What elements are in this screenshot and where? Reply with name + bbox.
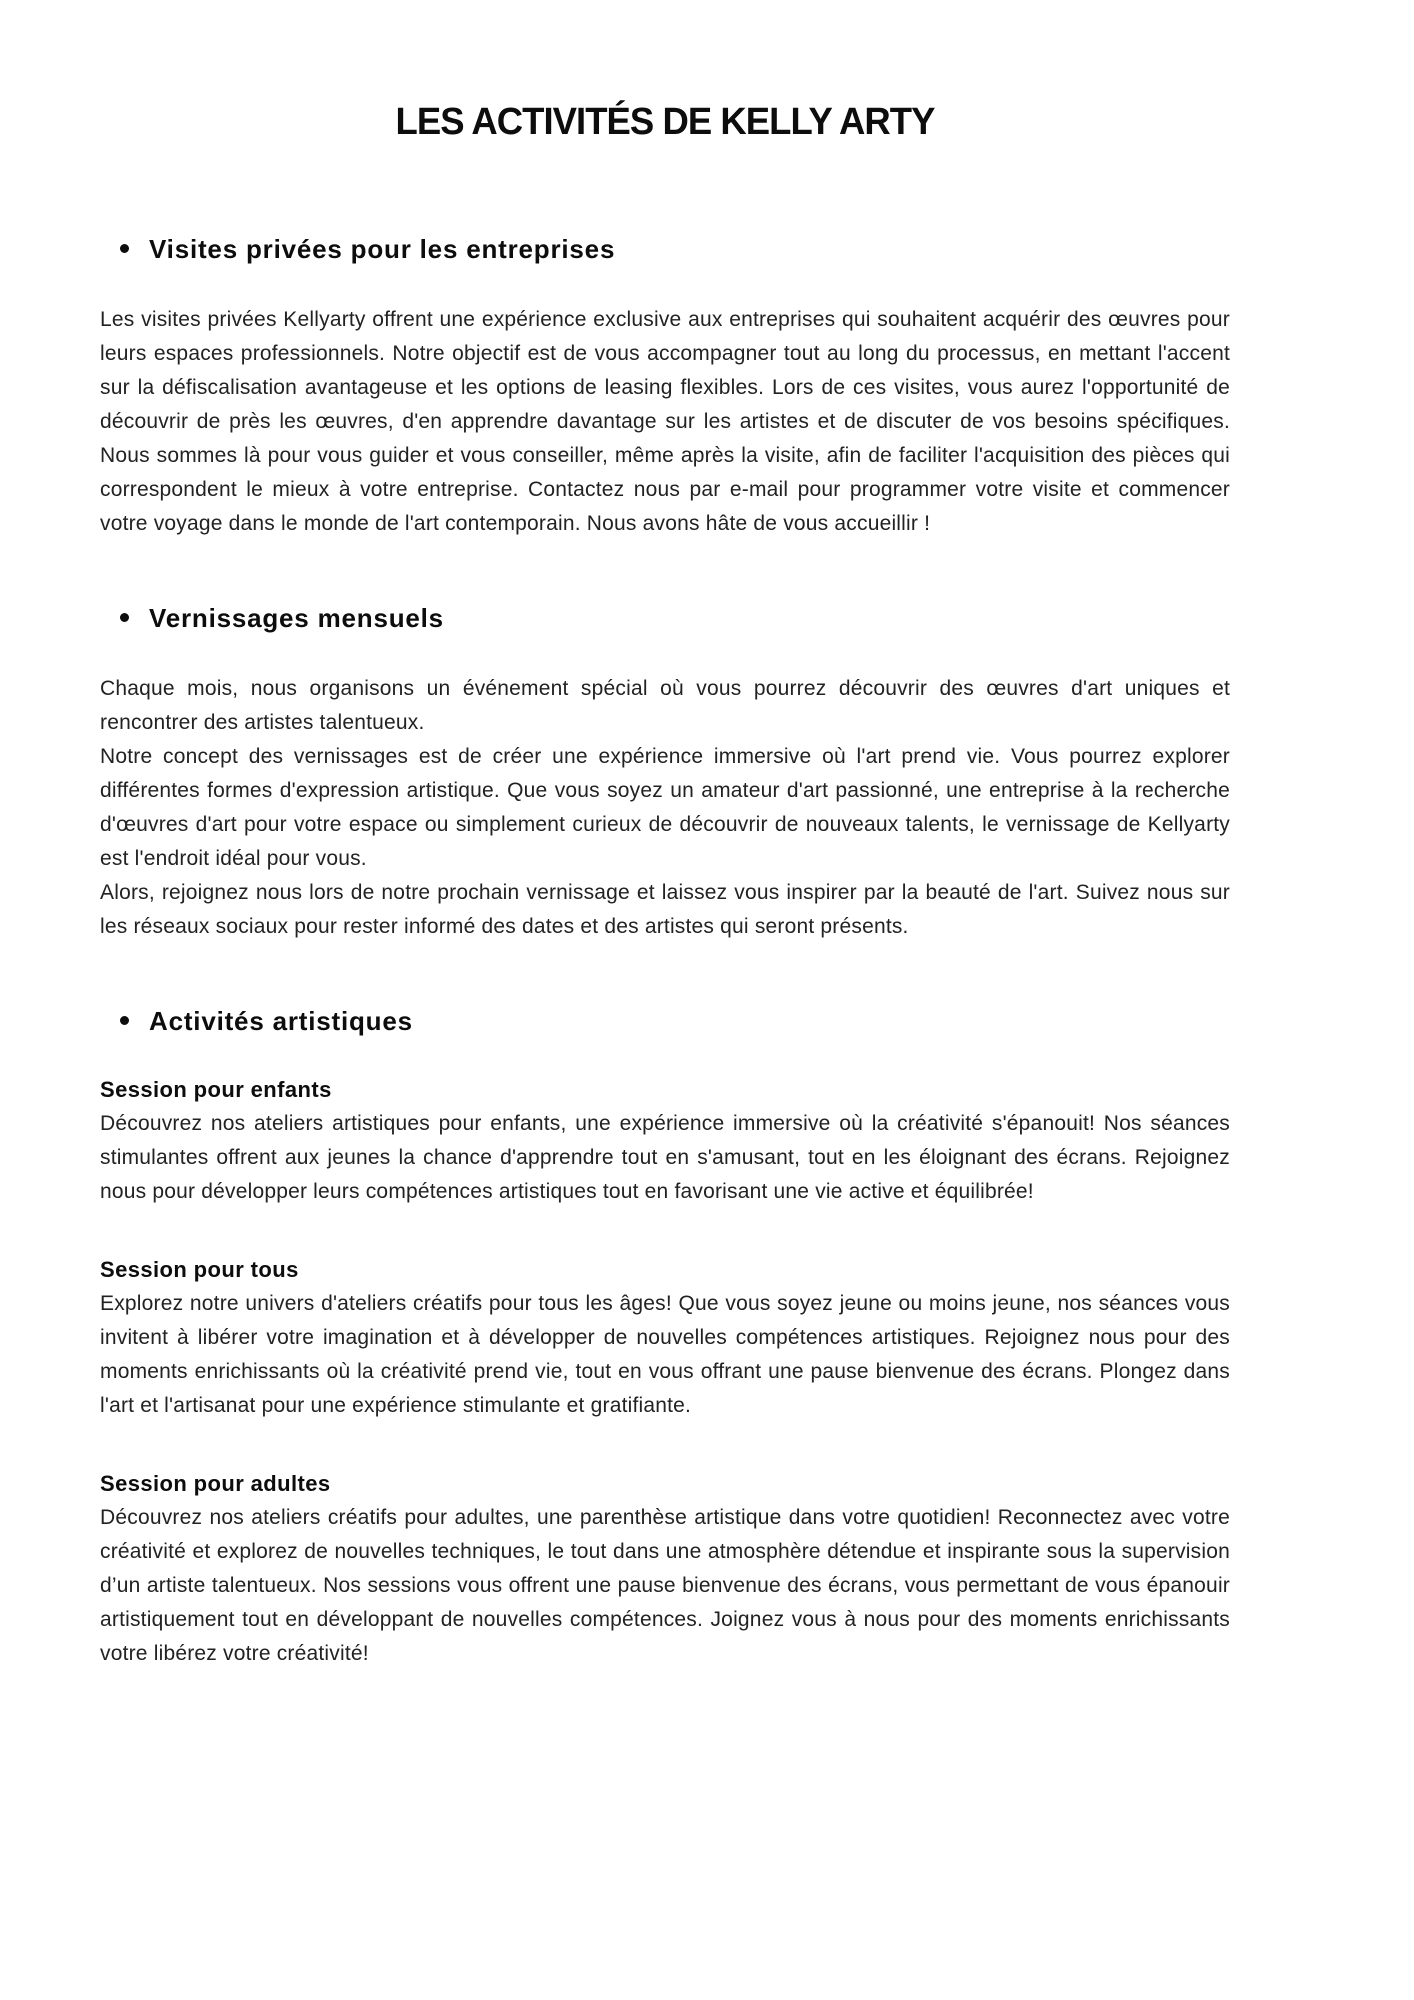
section-activites-artistiques	[100, 1006, 1230, 1671]
paragraph-vernissages-intro: Chaque mois, nous organisons un événement spécial où vous pourrez découvrir des œuvres d'art uniques et rencontrer des artistes talentueux.	[100, 676, 1230, 734]
subsection-session-adultes	[100, 1469, 1230, 1671]
section-heading-visites	[120, 234, 1230, 265]
subsection-session-enfants	[100, 1075, 1230, 1209]
subsection-heading-tous: Session pour tous	[100, 1257, 299, 1283]
paragraph-vernissages-concept: Notre concept des vernissages est de créer une expérience immersive où l'art prend vie. Vous pourrez explorer différentes formes d'expression artistique. Que vous soyez un amateur d'art passionné, une entreprise à la recherche d'œuvres d'art pour votre espace ou simplement curieux de découvrir de nouveaux talents, le vernissage de Kellyarty est l'endroit idéal pour vous.	[100, 744, 1230, 870]
section-heading-text: Activités artistiques	[149, 1005, 413, 1036]
paragraph-vernissages-appel: Alors, rejoignez nous lors de notre prochain vernissage et laissez vous inspirer par la beauté de l'art. Suivez nous sur les réseaux sociaux pour rester informé des dates et des artistes qui seront présents.	[100, 880, 1230, 938]
section-heading-activites	[120, 1006, 1230, 1037]
subsection-heading-adultes: Session pour adultes	[100, 1471, 331, 1497]
subsection-heading-enfants: Session pour enfants	[100, 1077, 332, 1103]
section-vernissages	[100, 603, 1230, 944]
subsection-session-tous	[100, 1255, 1230, 1423]
section-heading-text: Visites privées pour les entreprises	[149, 233, 616, 264]
paragraph-session-tous: Explorez notre univers d'ateliers créatifs pour tous les âges! Que vous soyez jeune ou moins jeune, nos séances vous invitent à libérer votre imagination et à développer de nouvelles compétences artistiques. Rejoignez nous pour des moments enrichissants où la créativité prend vie, tout en vous offrant une pause bienvenue des écrans. Plongez dans l'art et l'artisanat pour une expérience stimulante et gratifiante.	[100, 1292, 1230, 1418]
bullet-icon	[120, 244, 129, 253]
paragraph-session-adultes: Découvrez nos ateliers créatifs pour adultes, une parenthèse artistique dans votre quotidien! Reconnectez avec votre créativité et explorez de nouvelles techniques, le tout dans une atmosphère détendue et inspirante sous la supervision d’un artiste talentueux. Nos sessions vous offrent une pause bienvenue des écrans, vous permettant de vous épanouir artistiquement tout en développant de nouvelles compétences. Joignez vous à nous pour des moments enrichissants votre libérez votre créativité!	[100, 1506, 1230, 1666]
bullet-icon	[120, 613, 129, 622]
paragraph-visites: Les visites privées Kellyarty offrent une expérience exclusive aux entreprises qui souhaitent acquérir des œuvres pour leurs espaces professionnels. Notre objectif est de vous accompagner tout au long du processus, en mettant l'accent sur la défiscalisation avantageuse et les options de leasing flexibles. Lors de ces visites, vous aurez l'opportunité de découvrir de près les œuvres, d'en apprendre davantage sur les artistes et de discuter de vos besoins spécifiques. Nous sommes là pour vous guider et vous conseiller, même après la visite, afin de faciliter l'acquisition des pièces qui correspondent le mieux à votre entreprise. Contactez nous par e-mail pour programmer votre visite et commencer votre voyage dans le monde de l'art contemporain. Nous avons hâte de vous accueillir !	[100, 307, 1230, 535]
section-visites-privees	[100, 234, 1230, 541]
paragraph-session-enfants: Découvrez nos ateliers artistiques pour enfants, une expérience immersive où la créativité s'épanouit! Nos séances stimulantes offrent aux jeunes la chance d'apprendre tout en s'amusant, tout en les éloignant des écrans. Rejoignez nous pour développer leurs compétences artistiques tout en favorisant une vie active et équilibrée!	[100, 1112, 1230, 1204]
section-heading-text: Vernissages mensuels	[149, 602, 444, 633]
bullet-icon	[120, 1016, 129, 1025]
document-title: LES ACTIVITÉS DE KELLY ARTY	[395, 101, 935, 143]
section-heading-vernissages	[120, 603, 1230, 634]
